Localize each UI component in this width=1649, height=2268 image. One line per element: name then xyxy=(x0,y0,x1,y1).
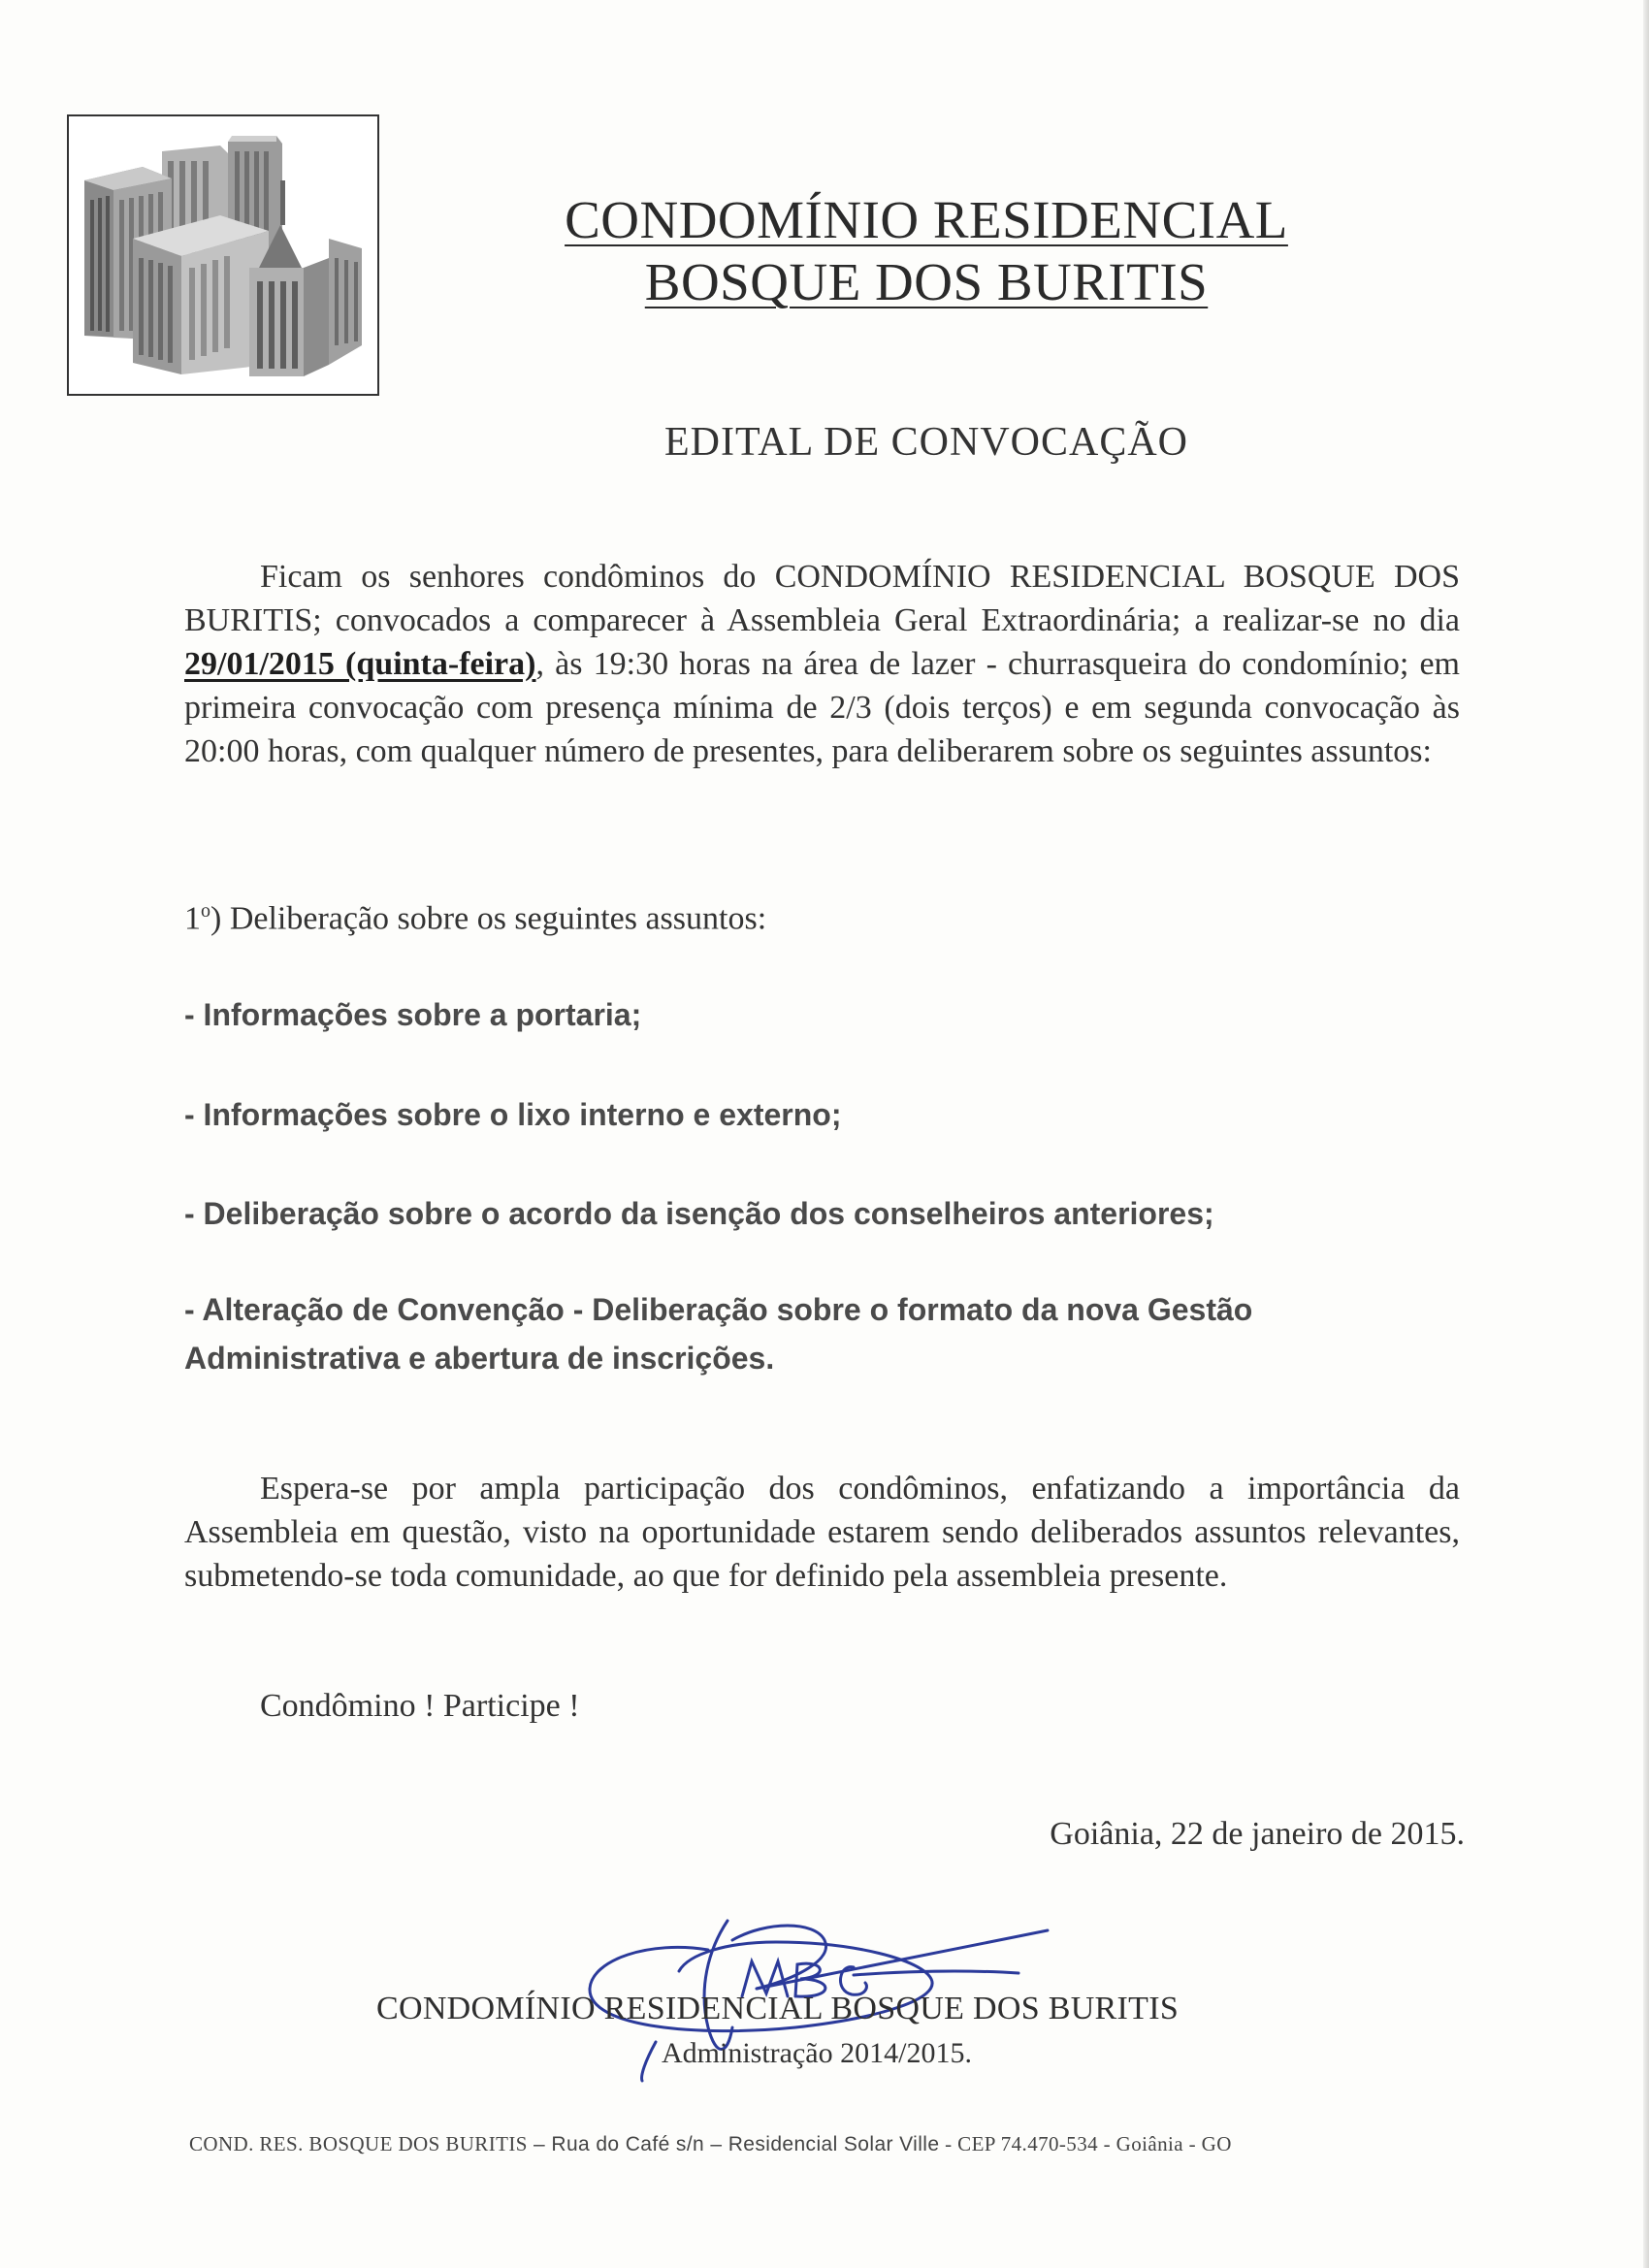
agenda-number: 1 xyxy=(184,900,201,937)
agenda-item: - Deliberação sobre o acordo da isenção dos conselheiros anteriores; xyxy=(184,1196,1214,1231)
footer-org: COND. RES. BOSQUE DOS BURITIS xyxy=(189,2132,528,2155)
intro-paragraph xyxy=(184,555,1460,773)
footer-street: Rua do Café s/n xyxy=(551,2133,705,2155)
intro-text-before: Ficam os senhores condôminos do CONDOMÍNIO RESIDENCIAL BOSQUE DOS BURITIS; convocados a comparecer à Assembleia Geral Extraordinária; a realizar-se no dia xyxy=(184,559,1460,638)
place-date: Goiânia, 22 de janeiro de 2015. xyxy=(1050,1816,1465,1852)
condominium-name-line2: BOSQUE DOS BURITIS xyxy=(644,252,1209,311)
signature-administration: Administração 2014/2015. xyxy=(662,2037,972,2069)
footer-separator: – xyxy=(704,2133,728,2155)
document-title: EDITAL DE CONVOCAÇÃO xyxy=(663,420,1189,465)
footer-cep: - CEP 74.470-534 - Goiânia - GO xyxy=(939,2132,1232,2155)
agenda-ordinal: o xyxy=(201,900,210,922)
footer-separator: – xyxy=(527,2133,552,2155)
meeting-date: 29/01/2015 (quinta-feira) xyxy=(184,646,536,682)
buildings-illustration xyxy=(75,122,372,388)
condominium-name-line1: CONDOMÍNIO RESIDENCIAL xyxy=(565,190,1288,249)
footer-address xyxy=(189,2132,1232,2156)
logo xyxy=(67,114,379,396)
closing-text: Espera-se por ampla participação dos condôminos, enfatizando a importância da Assembleia em questão, visto na oportunidade estarem sendo deliberados assuntos relevantes, submetendo-se toda comunidade, ao que for definido pela assembleia presente. xyxy=(184,1471,1460,1594)
call-to-action: Condômino ! Participe ! xyxy=(260,1688,580,1724)
agenda-item: - Informações sobre a portaria; xyxy=(184,997,642,1032)
agenda-item: - Informações sobre o lixo interno e externo; xyxy=(184,1097,842,1132)
agenda-item: - Alteração de Convenção - Deliberação sobre o formato da nova Gestão Administrativa e abertura de inscrições. xyxy=(184,1292,1253,1376)
agenda-heading-text: ) Deliberação sobre os seguintes assuntos: xyxy=(210,900,767,937)
closing-paragraph xyxy=(184,1467,1460,1598)
footer-neighborhood: Residencial Solar Ville xyxy=(728,2133,940,2155)
condominium-name xyxy=(456,189,1397,313)
signature-organization: CONDOMÍNIO RESIDENCIAL BOSQUE DOS BURITIS xyxy=(376,1991,1180,2026)
agenda-heading xyxy=(184,900,766,937)
intro-text-after: , às 19:30 horas na área de lazer - churrasqueira do condomínio; em primeira convocação com presença mínima de 2/3 (dois terços) e em segunda convocação às 20:00 horas, com qualquer número de presentes, para deliberarem sobre os seguintes assuntos: xyxy=(184,646,1460,769)
scan-edge xyxy=(1643,0,1649,2268)
